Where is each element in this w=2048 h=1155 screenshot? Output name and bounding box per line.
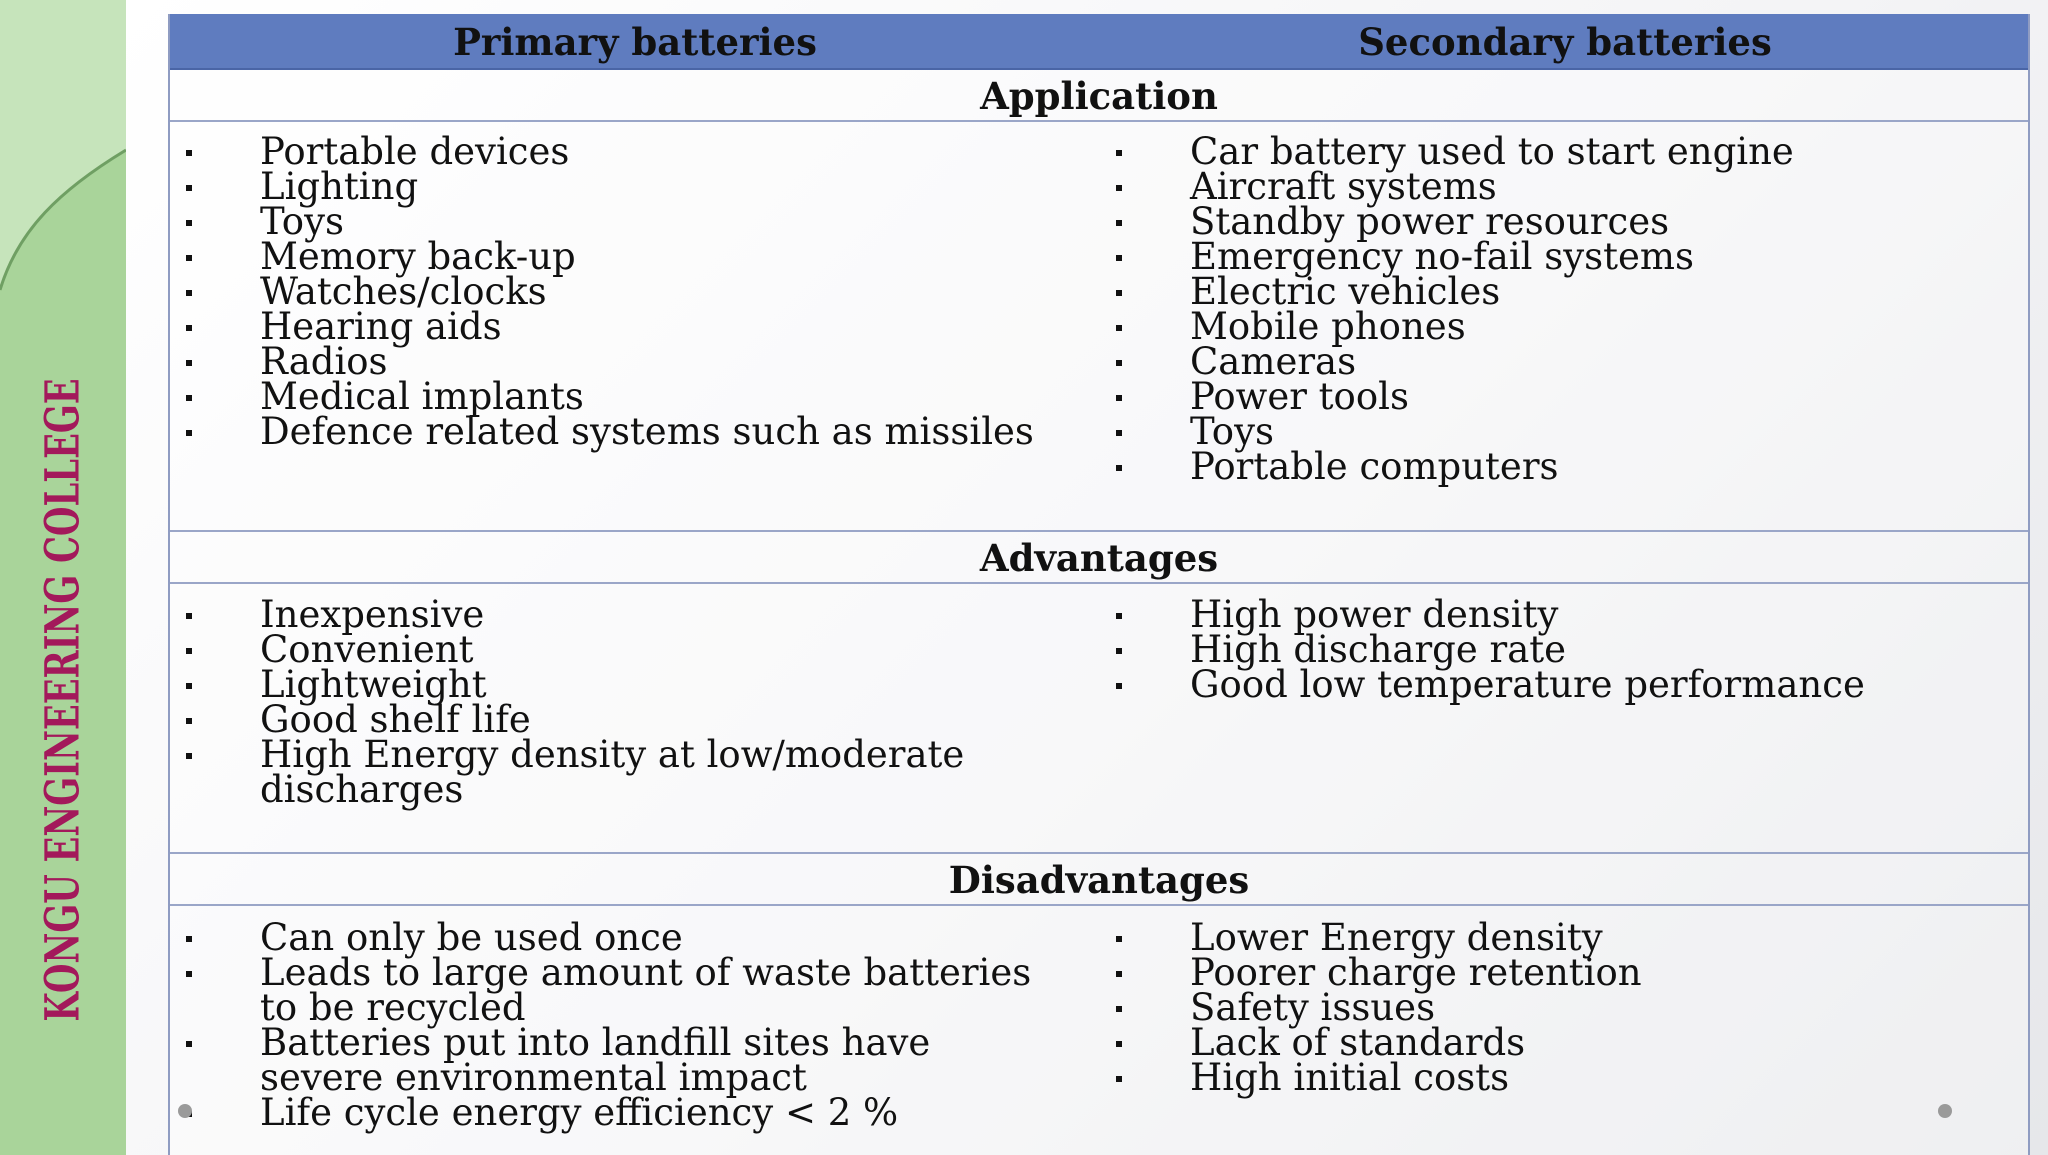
list-item (170, 628, 1100, 671)
bullet-icon (186, 648, 192, 654)
list-item-text: severe environmental impact (260, 1056, 807, 1099)
bullet-icon (186, 430, 192, 436)
list-item (1100, 445, 2030, 488)
list-item-text: Convenient (260, 628, 474, 671)
list-item-text: Mobile phones (1190, 305, 1466, 348)
list-item-text: Aircraft systems (1190, 165, 1497, 208)
bullet-icon (186, 150, 192, 156)
list-item-text: Batteries put into landfill sites have (260, 1021, 931, 1064)
list-item (170, 235, 1100, 278)
list-item-text: to be recycled (260, 986, 526, 1029)
list-item-text: discharges (260, 768, 464, 811)
bullet-icon (1116, 936, 1122, 942)
list-item-text: Life cycle energy efficiency < 2 % (260, 1091, 899, 1134)
list-item (170, 305, 1100, 348)
list-item-text: Leads to large amount of waste batteries (260, 951, 1032, 994)
list-item-text: Lightweight (260, 663, 487, 706)
list-item-text: Medical implants (260, 375, 584, 418)
comparison-table (168, 14, 2030, 1155)
bullet-icon (186, 220, 192, 226)
list-item-text: Cameras (1190, 340, 1357, 383)
application-primary-list (170, 130, 1100, 453)
list-item (170, 375, 1100, 418)
list-item-text: High discharge rate (1190, 628, 1567, 671)
list-item (170, 663, 1100, 706)
bullet-icon (186, 936, 192, 942)
list-item (1100, 340, 2030, 383)
list-item (1100, 235, 2030, 278)
list-item (1100, 270, 2030, 313)
list-item-text: High initial costs (1190, 1056, 1510, 1099)
list-item (170, 200, 1100, 243)
college-brand: KONGU ENGINEERING COLLEGE (35, 378, 91, 1022)
bullet-icon (1116, 185, 1122, 191)
list-item-text: Emergency no-fail systems (1190, 235, 1694, 278)
list-item (170, 340, 1100, 383)
bullet-icon (186, 290, 192, 296)
list-item (170, 593, 1100, 636)
list-item (170, 698, 1100, 741)
list-item-text: Electric vehicles (1190, 270, 1501, 313)
bullet-icon (186, 1041, 192, 1047)
list-item (1100, 165, 2030, 208)
bullet-icon (1116, 150, 1122, 156)
table-header-row (170, 14, 2028, 70)
decorative-dot (1938, 1104, 1952, 1118)
bullet-icon (186, 613, 192, 619)
bullet-icon (1116, 613, 1122, 619)
list-item-text: Power tools (1190, 375, 1409, 418)
section-title-application: Application (170, 70, 2028, 122)
list-item (170, 270, 1100, 313)
list-item (1100, 663, 2030, 706)
advantages-secondary-list (1100, 593, 2030, 706)
list-item-text: Watches/clocks (260, 270, 547, 313)
list-item-text: Defence related systems such as missiles (260, 410, 1034, 453)
list-item (170, 916, 1100, 959)
bullet-icon (1116, 465, 1122, 471)
list-item (1100, 410, 2030, 453)
header-primary-batteries: Primary batteries (453, 20, 817, 64)
bullet-icon (186, 185, 192, 191)
list-item (1100, 200, 2030, 243)
bullet-icon (1116, 255, 1122, 261)
bullet-icon (1116, 1041, 1122, 1047)
list-item-text: Portable computers (1190, 445, 1559, 488)
list-item (1100, 375, 2030, 418)
bullet-icon (186, 255, 192, 261)
disadvantages-primary-list (170, 916, 1100, 1134)
list-item (1100, 628, 2030, 671)
slide (126, 0, 2048, 1155)
list-item-text: Poorer charge retention (1190, 951, 1642, 994)
bullet-icon (1116, 395, 1122, 401)
decorative-dot (178, 1104, 192, 1118)
list-item (170, 410, 1100, 453)
list-item-text: Portable devices (260, 130, 570, 173)
bullet-icon (1116, 683, 1122, 689)
list-item (1100, 593, 2030, 636)
bullet-icon (186, 325, 192, 331)
list-item (1100, 305, 2030, 348)
bullet-icon (1116, 1006, 1122, 1012)
list-item-text: Toys (1190, 410, 1274, 453)
list-item (1100, 916, 2030, 959)
list-item-text: Inexpensive (260, 593, 485, 636)
list-item-text: Good shelf life (260, 698, 531, 741)
list-item-text: Can only be used once (260, 916, 683, 959)
bullet-icon (1116, 430, 1122, 436)
advantages-primary-list (170, 593, 1100, 811)
list-item (1100, 130, 2030, 173)
list-item-text: Safety issues (1190, 986, 1436, 1029)
list-item (170, 1021, 1100, 1099)
bullet-icon (186, 395, 192, 401)
list-item-text: Lighting (260, 165, 419, 208)
section-title-disadvantages: Disadvantages (170, 854, 2028, 906)
bullet-icon (1116, 290, 1122, 296)
list-item-text: Good low temperature performance (1190, 663, 1865, 706)
list-item (170, 951, 1100, 1029)
list-item-text: Standby power resources (1190, 200, 1670, 243)
application-secondary-list (1100, 130, 2030, 488)
bullet-icon (186, 753, 192, 759)
list-item (170, 130, 1100, 173)
list-item (170, 165, 1100, 208)
sidebar (0, 0, 126, 1155)
list-item-text: Car battery used to start engine (1190, 130, 1794, 173)
list-item (170, 1091, 1100, 1134)
bullet-icon (186, 718, 192, 724)
list-item-text: High power density (1190, 593, 1559, 636)
bullet-icon (1116, 360, 1122, 366)
bullet-icon (1116, 325, 1122, 331)
list-item-text: Toys (260, 200, 344, 243)
header-secondary-batteries: Secondary batteries (1358, 20, 1772, 64)
list-item-text: Memory back-up (260, 235, 576, 278)
list-item-text: Lack of standards (1190, 1021, 1526, 1064)
list-item (1100, 986, 2030, 1029)
list-item (170, 733, 1100, 811)
bullet-icon (186, 360, 192, 366)
list-item (1100, 1056, 2030, 1099)
bullet-icon (1116, 1076, 1122, 1082)
list-item (1100, 1021, 2030, 1064)
list-item-text: Hearing aids (260, 305, 502, 348)
list-item-text: Lower Energy density (1190, 916, 1603, 959)
list-item-text: High Energy density at low/moderate (260, 733, 965, 776)
bullet-icon (1116, 971, 1122, 977)
section-title-advantages: Advantages (170, 532, 2028, 584)
bullet-icon (186, 971, 192, 977)
bullet-icon (1116, 220, 1122, 226)
bullet-icon (1116, 648, 1122, 654)
list-item (1100, 951, 2030, 994)
disadvantages-secondary-list (1100, 916, 2030, 1099)
bullet-icon (186, 683, 192, 689)
list-item-text: Radios (260, 340, 388, 383)
